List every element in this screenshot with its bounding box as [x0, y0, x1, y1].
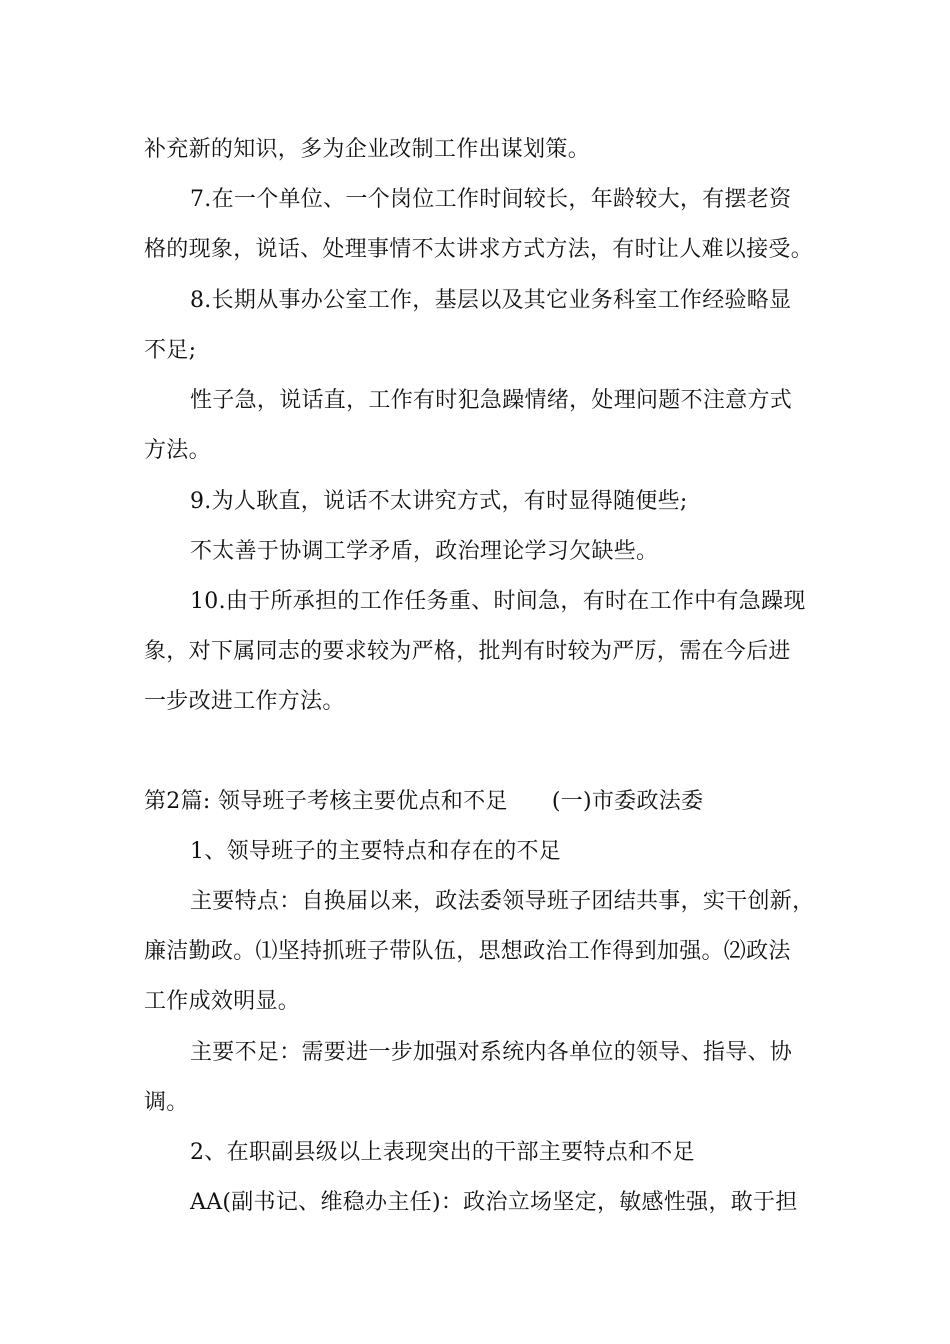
- text-line: 象，对下属同志的要求较为严格，批判有时较为严厉，需在今后进: [144, 639, 791, 664]
- text-line: 7.在一个单位、一个岗位工作时间较长，年龄较大，有摆老资: [190, 187, 792, 212]
- text-line: 廉洁勤政。⑴坚持抓班子带队伍，思想政治工作得到加强。⑵政法: [144, 939, 791, 964]
- text-line: 不足;: [144, 338, 197, 363]
- text-line: 工作成效明显。: [144, 989, 301, 1014]
- text-line: 2、在职副县级以上表现突出的干部主要特点和不足: [190, 1140, 695, 1165]
- text-line: 9.为人耿直，说话不太讲究方式，有时显得随便些;: [190, 489, 688, 514]
- text-line: 10.由于所承担的工作任务重、时间急，有时在工作中有急躁现: [190, 589, 806, 614]
- text-line: 性子急，说话直，工作有时犯急躁情绪，处理问题不注意方式: [190, 388, 793, 413]
- text-line: 主要不足：需要进一步加强对系统内各单位的领导、指导、协: [190, 1040, 793, 1065]
- section-subtitle: (一)市委政法委: [551, 789, 704, 814]
- text-line: AA(副书记、维稳办主任)：政治立场坚定，敏感性强，敢于担: [190, 1190, 798, 1215]
- section-heading: [144, 788, 703, 816]
- text-line: 不太善于协调工学矛盾，政治理论学习欠缺些。: [190, 539, 659, 564]
- text-line: 一步改进工作方法。: [144, 689, 345, 714]
- text-line: 补充新的知识，多为企业改制工作出谋划策。: [144, 137, 591, 162]
- text-line: 格的现象，说话、处理事情不太讲求方式方法，有时让人难以接受。: [144, 237, 814, 262]
- text-line: 主要特点：自换届以来，政法委领导班子团结共事，实干创新，: [190, 889, 815, 914]
- text-line: 调。: [144, 1090, 189, 1115]
- section-title: 第2篇: 领导班子考核主要优点和不足: [144, 789, 508, 814]
- text-line: 方法。: [144, 438, 211, 463]
- text-line: 8.长期从事办公室工作，基层以及其它业务科室工作经验略显: [190, 288, 792, 313]
- text-line: 1、领导班子的主要特点和存在的不足: [190, 839, 562, 864]
